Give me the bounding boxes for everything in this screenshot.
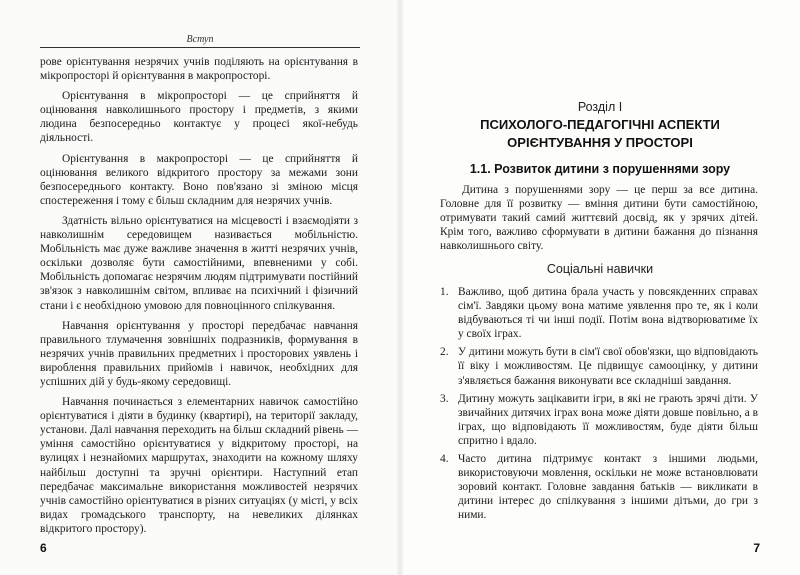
paragraph: Орієнтування в макропросторі — це сприйняття й оцінювання великого відкритого простору за межами зони безпосереднього контакту. Воно пов'язано зі зміною місця спостереження і тому є більш складним для незрячих учнів. bbox=[40, 152, 358, 207]
chapter-title bbox=[440, 116, 760, 152]
list-item-number: 2. bbox=[440, 346, 449, 359]
paragraph: Здатність вільно орієнтуватися на місцевості і взаємодіяти з навколишнім середовищем називається мобільністю. Мобільність має дуже важливе значення в житті незрячих учнів, оскільки дозволяє бути самостійними, впевненими у собі. Мобільність допомагає незрячим людям підтримувати постійний зв'язок з навколишнім світом, впливає на психічний і фізичний стани і є необхідною умовою для повноцінного спілкування. bbox=[40, 214, 358, 312]
list-item bbox=[440, 345, 758, 387]
page-number: 7 bbox=[753, 541, 760, 555]
list-item bbox=[440, 392, 758, 448]
right-page bbox=[400, 0, 800, 575]
list-item-text: Важливо, щоб дитина брала участь у повсякденних справах сім'ї. Завдяки цьому вона матиме уявлення про те, як і коли відбуваються ті чи інші події. Потім вона відтворюватиме їх у своїх іграх. bbox=[458, 286, 758, 341]
running-head: Вступ bbox=[186, 34, 214, 45]
book-gutter bbox=[396, 0, 404, 575]
left-page-body bbox=[40, 55, 358, 542]
chapter-label: Розділ І bbox=[577, 100, 623, 114]
page-number: 6 bbox=[40, 541, 47, 555]
subheading: Соціальні навички bbox=[546, 262, 654, 276]
paragraph: рове орієнтування незрячих учнів поділяють на орієнтування в мікропросторі й орієнтування в макропросторі. bbox=[40, 56, 358, 83]
paragraph: Орієнтування в мікропросторі — це сприйняття й оцінювання навколишнього простору і предметів, з якими людина безпосередньо контактує у процесі якої-небудь діяльності. bbox=[40, 90, 358, 145]
chapter-title-line: ПСИХОЛОГО-ПЕДАГОГІЧНІ АСПЕКТИ bbox=[480, 117, 720, 132]
paragraph: Навчання орієнтування у просторі передбачає навчання правильного тлумачення зовнішніх подразників, формування в незрячих учнів правильних предметних і просторових уявлень і вироблення правильних прийомів і навичок, необхідних для успішних дій у будь-якому середовищі. bbox=[40, 319, 358, 388]
list-item-text: Часто дитина підтримує контакт з іншими людьми, використовуючи мовлення, оскільки не може встановлювати зоровий контакт. Головне завдання батьків — викликати в дитини інтерес до спілкування з іншими дітьми, до гри з ними. bbox=[458, 453, 758, 522]
intro-block bbox=[440, 183, 758, 253]
list-item-number: 4. bbox=[440, 453, 449, 466]
section-title: 1.1. Розвиток дитини з порушеннями зору bbox=[469, 162, 731, 176]
header-rule bbox=[40, 47, 360, 48]
list-item-number: 3. bbox=[440, 392, 449, 405]
list-item-text: Дитину можуть зацікавити ігри, в які не грають зрячі діти. У звичайних дитячих іграх вона може діяти довше повільно, а в іграх, що відповідають її можливостям, буде діяти більш спритно і вдало. bbox=[458, 392, 758, 447]
list-item-text: У дитини можуть бути в сім'ї свої обов'язки, що відповідають її віку і можливостям. Це підвищує самооцінку, у дитини з'являється бажання виконувати все складніші завдання. bbox=[458, 346, 758, 387]
paragraph: Дитина з порушеннями зору — це перш за все дитина. Головне для її розвитку — вміння дитини бути самостійною, отримувати такий самий життєвий досвід, як у зрячих дітей. Крім того, важливо сформувати в дитини бажання до пізнання навколишнього світу. bbox=[440, 184, 758, 253]
chapter-title-line: ОРІЄНТУВАННЯ У ПРОСТОРІ bbox=[507, 135, 693, 150]
list-item bbox=[440, 452, 758, 522]
list-item bbox=[440, 285, 758, 341]
list-item-number: 1. bbox=[440, 286, 449, 298]
numbered-list bbox=[440, 285, 758, 527]
paragraph: Навчання починається з елементарних навичок самостійно орієнтуватися і діяти в будинку (квартирі), на території закладу, установи. Далі навчання переходить на більш складний рівень — уміння самостійно орієнтуватися у відкритому просторі, на вулицях і незнайомих маршрутах, знаходити на кожному шляху найбільш доступні та зручні орієнтири. Наступний етап передбачає максимальне використання можливостей незрячих учнів самостійно орієнтуватися в різних ситуаціях (у місті, у всіх видах громадського транспорту, на невеликих ділянках відкритого простору). bbox=[40, 396, 358, 535]
